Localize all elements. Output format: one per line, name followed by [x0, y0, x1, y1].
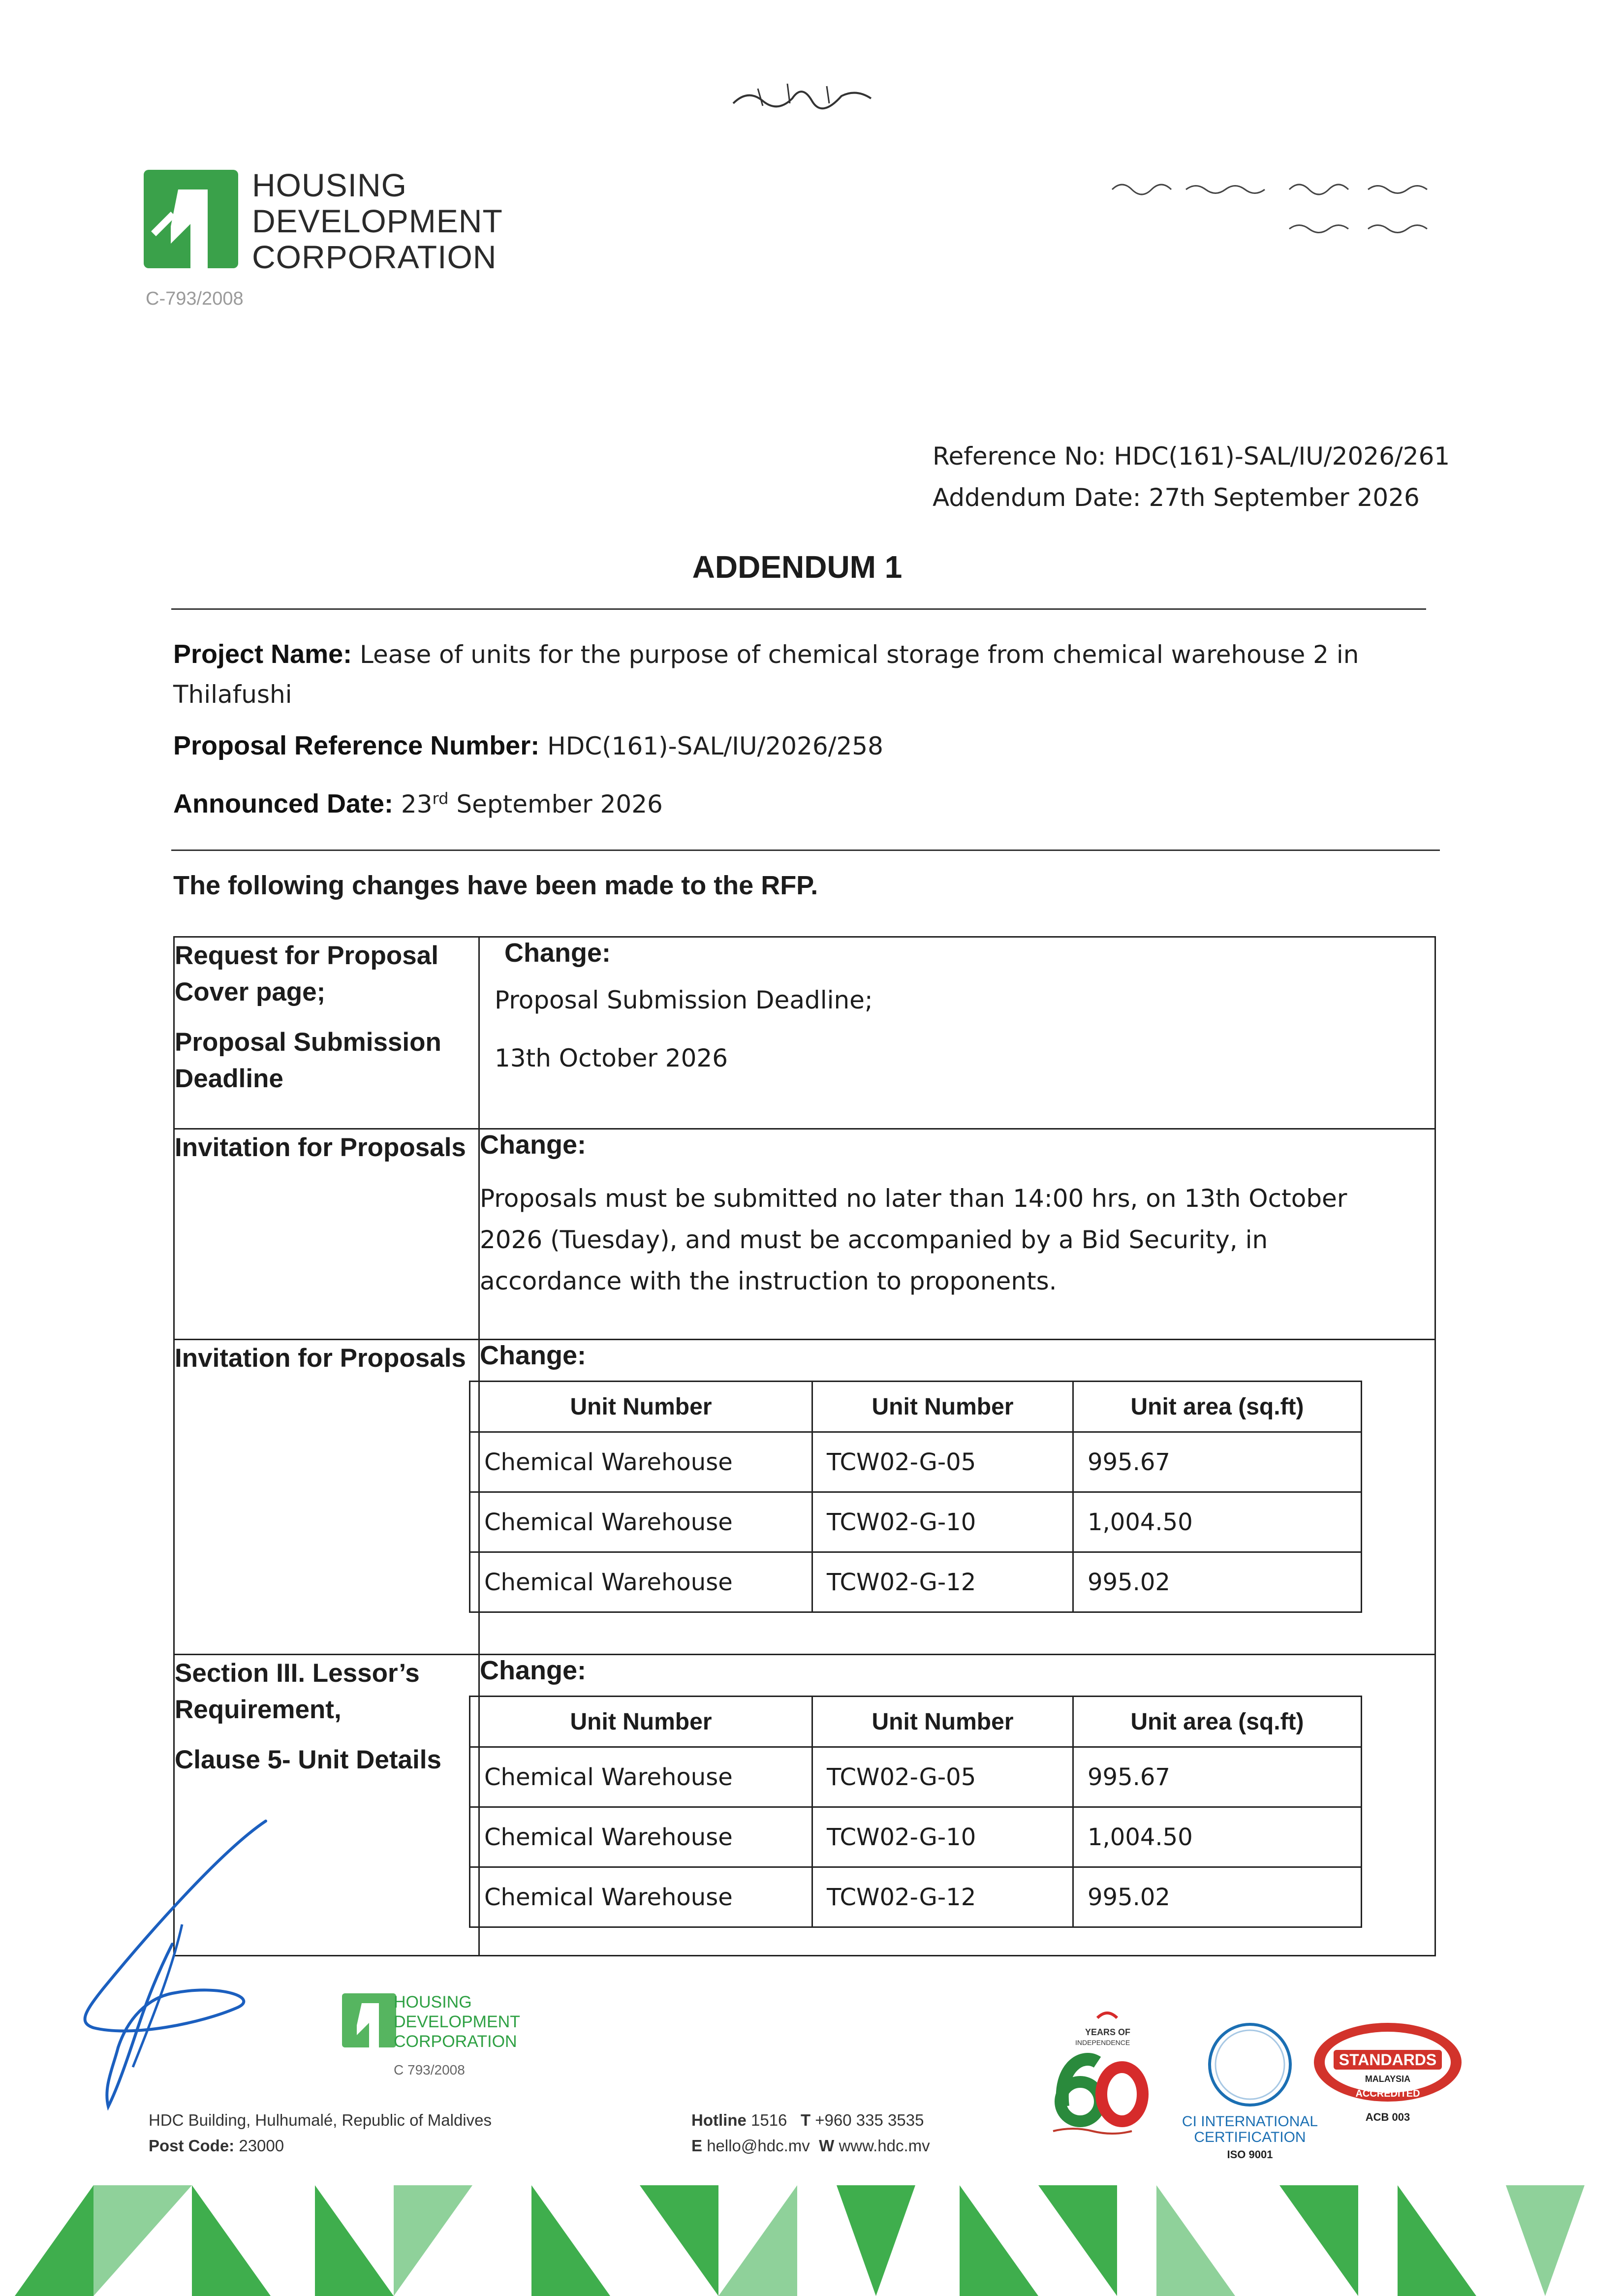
table-row: Chemical Warehouse TCW02-G-10 1,004.50: [470, 1807, 1362, 1867]
table-row: Chemical Warehouse TCW02-G-12 995.02: [470, 1552, 1362, 1612]
svg-text:INDEPENDENCE: INDEPENDENCE: [1075, 2039, 1130, 2046]
divider-bottom: [171, 849, 1440, 851]
changes-intro: The following changes have been made to the RFP.: [173, 871, 818, 900]
registration-number: C-793/2008: [146, 288, 244, 309]
section-unit-details: Clause 5- Unit Details: [175, 1745, 441, 1774]
change-label: Change:: [480, 1130, 586, 1160]
table-row: Chemical Warehouse TCW02-G-05 995.67: [470, 1432, 1362, 1492]
ci-certification-logo: CI INTERNATIONAL CERTIFICATION ISO 9001: [1176, 2018, 1324, 2156]
project-name-cont: Thilafushi: [173, 680, 292, 709]
change-row-lessor-units: [174, 1655, 1435, 1956]
change-row-deadline: [174, 937, 1435, 1129]
table-row: Chemical Warehouse TCW02-G-05 995.67: [470, 1747, 1362, 1807]
unit-table-header: Unit Number Unit Number Unit area (sq.ft): [470, 1697, 1362, 1747]
green-triangle-banner: [0, 2185, 1620, 2296]
deadline-label: Proposal Submission Deadline;: [495, 986, 873, 1014]
change-label: Change:: [480, 1656, 586, 1685]
svg-text:YEARS OF: YEARS OF: [1085, 2027, 1131, 2037]
change-row-invitation-text: [174, 1129, 1435, 1340]
footer-address: HDC Building, Hulhumalé, Republic of Maldives Post Code: 23000: [149, 2111, 492, 2155]
deadline-date: 13th October 2026: [495, 1044, 728, 1072]
reference-block: [933, 436, 1450, 518]
svg-text:STANDARDS: STANDARDS: [1339, 2051, 1437, 2069]
section-invitation: Invitation for Proposals: [174, 1340, 479, 1655]
ci-ring-icon: [1176, 2018, 1324, 2111]
announced-date: Announced Date: 23rd September 2026: [173, 789, 663, 818]
change-label: Change:: [480, 1341, 586, 1370]
changes-table: [173, 936, 1436, 1956]
sixty-years-independence-logo-icon: [1038, 2008, 1152, 2141]
svg-text:ACCREDITED: ACCREDITED: [1355, 2088, 1420, 2099]
dhivehi-org-name: [1102, 170, 1457, 249]
section-deadline: Proposal Submission Deadline: [175, 1028, 441, 1093]
footer-hdc-logo-icon: [340, 1991, 399, 2050]
footer-contact: Hotline 1516 T +960 335 3535 E hello@hdc.mv W www.hdc.mv: [691, 2111, 930, 2155]
document-title: ADDENDUM 1: [692, 549, 903, 585]
proposal-reference: Proposal Reference Number: HDC(161)-SAL/IU/2026/258: [173, 731, 883, 760]
hdc-logo-icon: [144, 170, 238, 268]
addendum-date: Addendum Date: 27th September 2026: [933, 483, 1420, 512]
submission-instruction: Proposals must be submitted no later than 14:00 hrs, on 13th October 2026 (Tuesday), and must be accompanied by a Bid Security, in accordance with the instruction to proponents.: [480, 1184, 1347, 1295]
section-invitation: Invitation for Proposals: [174, 1129, 479, 1340]
divider-top: [171, 608, 1426, 610]
change-row-invitation-units: [174, 1340, 1435, 1655]
reference-number: Reference No: HDC(161)-SAL/IU/2026/261: [933, 442, 1450, 471]
table-row: Chemical Warehouse TCW02-G-10 1,004.50: [470, 1492, 1362, 1552]
change-label: Change:: [504, 938, 611, 968]
project-name: Project Name: Lease of units for the purpose of chemical storage from chemical warehouse 2 in: [173, 639, 1359, 669]
unit-table-header: Unit Number Unit Number Unit area (sq.ft): [470, 1382, 1362, 1432]
signature-icon: [74, 1811, 280, 2116]
org-name: HOUSING DEVELOPMENT CORPORATION: [252, 167, 503, 275]
section-lessor-requirement: Section III. Lessor’s Requirement,: [175, 1659, 420, 1724]
bismillah-calligraphy: [728, 74, 876, 118]
footer-org-name: HOUSING DEVELOPMENT CORPORATION: [394, 1993, 520, 2051]
unit-table: [469, 1696, 1362, 1928]
section-cover-page: Request for Proposal Cover page;: [175, 941, 438, 1006]
standards-malaysia-logo: STANDARDS MALAYSIA ACCREDITED ACB 003: [1309, 2018, 1466, 2126]
table-row: Chemical Warehouse TCW02-G-12 995.02: [470, 1867, 1362, 1927]
standards-badge-icon: [1309, 2018, 1466, 2107]
svg-text:MALAYSIA: MALAYSIA: [1365, 2074, 1411, 2084]
footer-registration: C 793/2008: [394, 2062, 465, 2077]
unit-table: [469, 1381, 1362, 1613]
